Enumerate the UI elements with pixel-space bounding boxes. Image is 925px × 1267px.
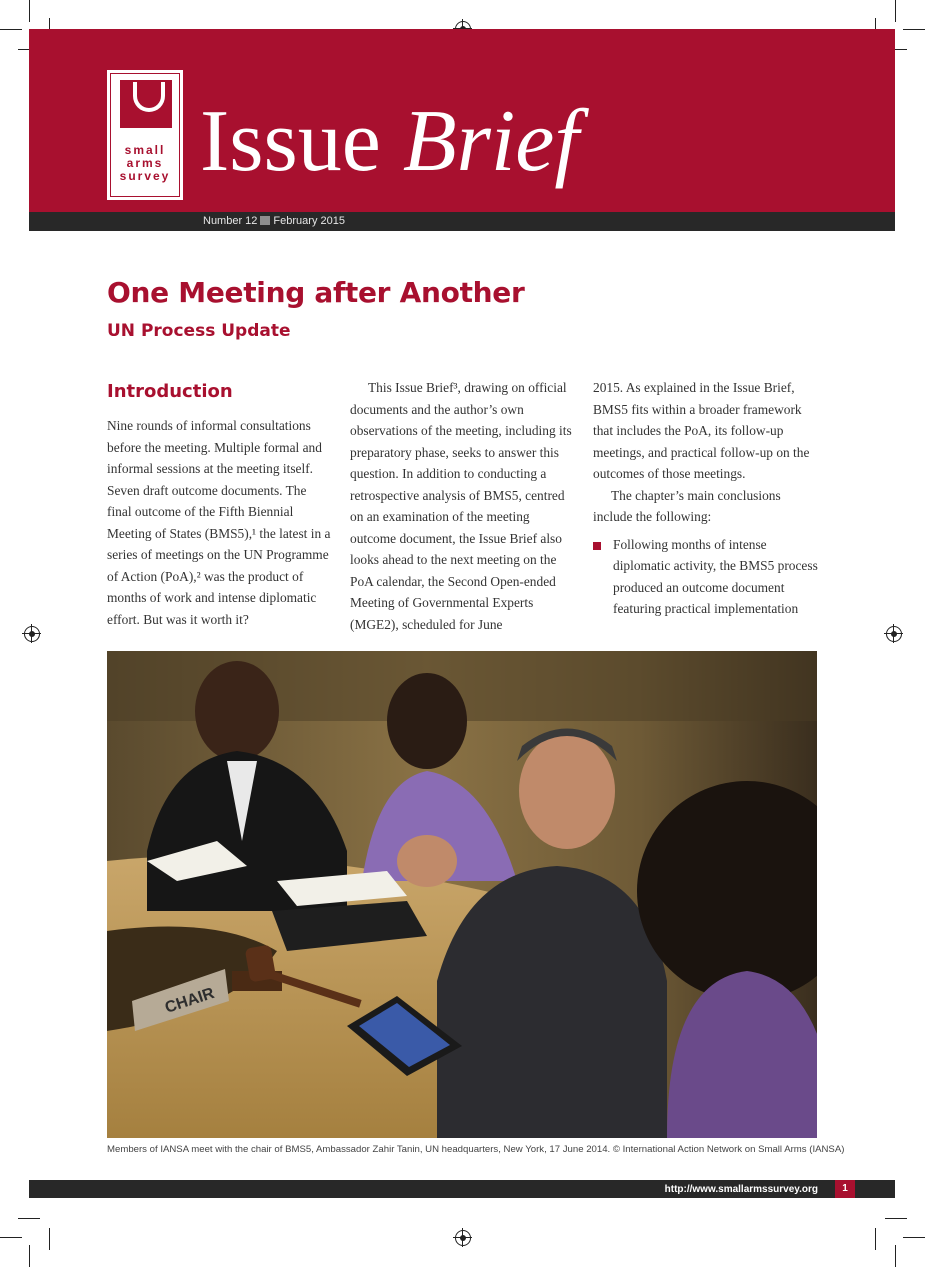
crop-mark bbox=[29, 0, 30, 22]
page-number: 1 bbox=[835, 1180, 855, 1198]
body-paragraph: The chapter’s main conclusions include the following: bbox=[593, 487, 781, 524]
crop-mark bbox=[895, 1245, 896, 1267]
meeting-photo bbox=[107, 651, 817, 1138]
footer-url-link[interactable]: http://www.smallarmssurvey.org bbox=[664, 1184, 818, 1195]
crop-mark bbox=[18, 1218, 40, 1219]
separator-square-icon bbox=[260, 216, 270, 225]
registration-mark-icon bbox=[24, 626, 40, 642]
registration-mark-icon bbox=[455, 1230, 471, 1246]
text-column-1 bbox=[107, 378, 333, 630]
logo-text: small arms survey bbox=[119, 143, 171, 183]
chair-nameplate: CHAIR bbox=[162, 984, 217, 1017]
masthead-title bbox=[200, 82, 579, 202]
issue-number: Number 12 bbox=[203, 215, 258, 227]
footer-bar bbox=[29, 1180, 895, 1198]
registration-mark-icon bbox=[886, 626, 902, 642]
crop-mark bbox=[0, 1237, 22, 1238]
issue-info bbox=[203, 214, 345, 228]
small-arms-survey-logo bbox=[107, 70, 183, 200]
logo-mark-icon bbox=[120, 80, 172, 128]
body-paragraph: This Issue Brief³, drawing on official documents and the author’s own observations of the meeting, including its preparatory phase, seeks to answer this question. In addition to conducting a retrospective analysis of BMS5, centred on an examination of the meeting outcome document, the Issue Brief also looks ahead to the next meeting on the PoA calendar, the Second Open-ended Meeting of Governmental Experts (MGE2), scheduled for June bbox=[350, 380, 572, 632]
masthead-word-brief: Brief bbox=[402, 93, 579, 190]
text-column-2 bbox=[350, 377, 576, 635]
crop-mark bbox=[0, 29, 22, 30]
crop-mark bbox=[49, 1228, 50, 1250]
masthead-word-issue: Issue bbox=[200, 93, 381, 190]
crop-mark bbox=[29, 1245, 30, 1267]
photo-caption: Members of IANSA meet with the chair of BMS5, Ambassador Zahir Tanin, UN headquarters, New York, 17 June 2014. © International Action Network on Small Arms (IANSA) bbox=[107, 1144, 845, 1155]
issue-date: February 2015 bbox=[273, 215, 345, 227]
crop-mark bbox=[875, 1228, 876, 1250]
page-subtitle: UN Process Update bbox=[107, 321, 291, 341]
intro-paragraph: Nine rounds of informal consultations before the meeting. Multiple formal and informal sessions at the meeting itself. Seven draft outcome documents. The final outcome of the Fifth Biennial Meeting of States (BMS5),¹ the latest in a series of meetings on the UN Programme of Action (PoA),² was the product of months of work and intense diplomatic effort. But was it worth it? bbox=[107, 418, 331, 627]
masthead-strip bbox=[29, 212, 895, 231]
body-paragraph: 2015. As explained in the Issue Brief, BMS5 fits within a broader framework that includes the PoA, its follow-up meetings, and practical follow-up on the outcomes of those meetings. bbox=[593, 380, 810, 481]
text-column-3 bbox=[593, 377, 819, 620]
page-title: One Meeting after Another bbox=[107, 276, 525, 309]
crop-mark bbox=[885, 1218, 907, 1219]
section-heading-introduction: Introduction bbox=[107, 381, 233, 402]
crop-mark bbox=[895, 0, 896, 22]
crop-mark bbox=[903, 1237, 925, 1238]
crop-mark bbox=[903, 29, 925, 30]
bullet-item: Following months of intense diplomatic activity, the BMS5 process produced an outcome document featuring practical implementation bbox=[593, 534, 819, 620]
